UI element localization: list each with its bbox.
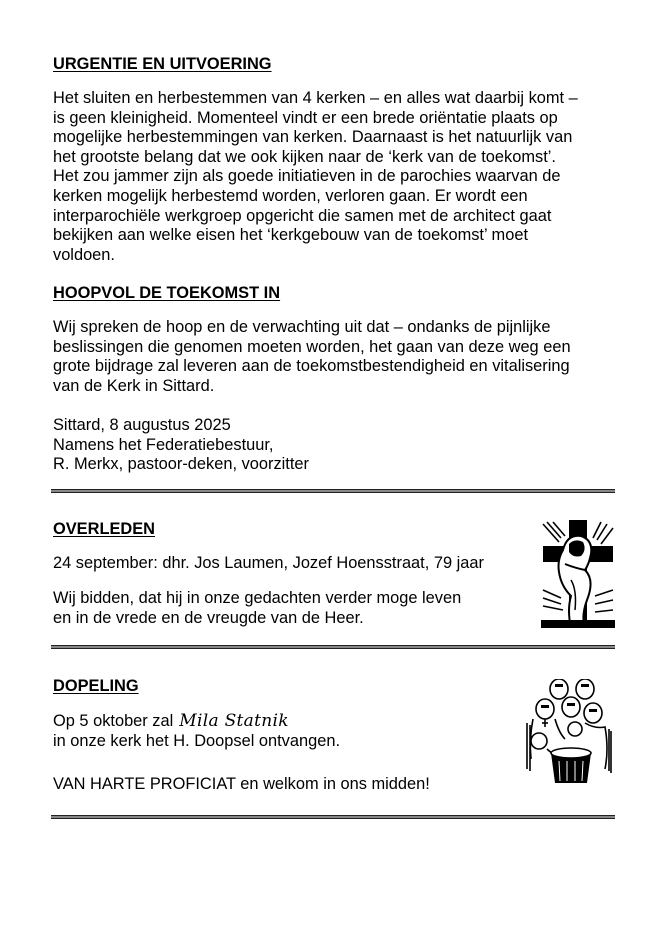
baptism-woodcut-icon bbox=[525, 679, 613, 783]
section-title-overleden: OVERLEDEN bbox=[53, 520, 156, 538]
prayer-line: Wij bidden, dat hij in onze gedachten verder moge leven bbox=[53, 589, 462, 607]
overleden-prayer bbox=[53, 589, 461, 628]
paragraph-line: bekijken aan welke eisen het ‘kerkgebouw van de toekomst’ moet bbox=[53, 226, 528, 245]
paragraph-line: voldoen. bbox=[53, 245, 115, 264]
signature-block bbox=[53, 416, 309, 475]
signature-name: R. Merkx, pastoor-deken, voorzitter bbox=[53, 455, 309, 474]
announcement-line-1 bbox=[53, 712, 340, 732]
prayer-line: en in de vrede en de vreugde van de Heer. bbox=[53, 608, 364, 627]
paragraph-line: kerken mogelijk herbestemd worden, verloren gaan. Er wordt een bbox=[53, 186, 528, 205]
paragraph-line: Het sluiten en herbestemmen van 4 kerken – en alles wat daarbij komt – bbox=[53, 89, 578, 107]
dopeling-congrats: VAN HARTE PROFICIAT en welkom in ons midden! bbox=[53, 775, 430, 793]
paragraph-line: mogelijke herbestemmingen van kerken. Daarnaast is het natuurlijk van bbox=[53, 128, 573, 147]
urgentie-paragraph bbox=[53, 89, 578, 265]
paragraph-line: is geen kleinigheid. Momenteel vindt er een brede oriëntatie plaats op bbox=[53, 108, 558, 127]
announcement-prefix: Op 5 oktober zal bbox=[53, 712, 174, 730]
section-divider bbox=[51, 815, 615, 819]
section-divider bbox=[51, 645, 615, 649]
paragraph-line: grote bijdrage zal leveren aan de toekomstbestendigheid en vitalisering bbox=[53, 357, 570, 376]
hoopvol-paragraph bbox=[53, 318, 571, 396]
signature-on-behalf: Namens het Federatiebestuur, bbox=[53, 435, 274, 454]
section-divider bbox=[51, 489, 615, 493]
paragraph-line: beslissingen die genomen moeten worden, het gaan van deze weg een bbox=[53, 337, 571, 356]
paragraph-line: Wij spreken de hoop en de verwachting uit dat – ondanks de pijnlijke bbox=[53, 318, 551, 336]
paragraph-line: Het zou jammer zijn als goede initiatieven in de parochies waarvan de bbox=[53, 167, 561, 186]
overleden-entry: 24 september: dhr. Jos Laumen, Jozef Hoensstraat, 79 jaar bbox=[53, 554, 484, 572]
section-title-hoopvol: HOOPVOL DE TOEKOMST IN bbox=[53, 284, 281, 302]
paragraph-line: van de Kerk in Sittard. bbox=[53, 376, 215, 395]
christ-on-cross-woodcut-icon bbox=[541, 520, 615, 628]
announcement-line-2: in onze kerk het H. Doopsel ontvangen. bbox=[53, 731, 341, 750]
section-title-dopeling: DOPELING bbox=[53, 677, 139, 695]
paragraph-line: het grootste belang dat we ook kijken naar de ‘kerk van de toekomst’. bbox=[53, 147, 556, 166]
signature-date: Sittard, 8 augustus 2025 bbox=[53, 416, 231, 434]
dopeling-announcement bbox=[53, 712, 340, 751]
paragraph-line: interparochiële werkgroep opgericht die samen met de architect gaat bbox=[53, 206, 552, 225]
baptized-child-name: Mila Statnik bbox=[179, 711, 289, 731]
section-title-urgentie: URGENTIE EN UITVOERING bbox=[53, 55, 272, 73]
